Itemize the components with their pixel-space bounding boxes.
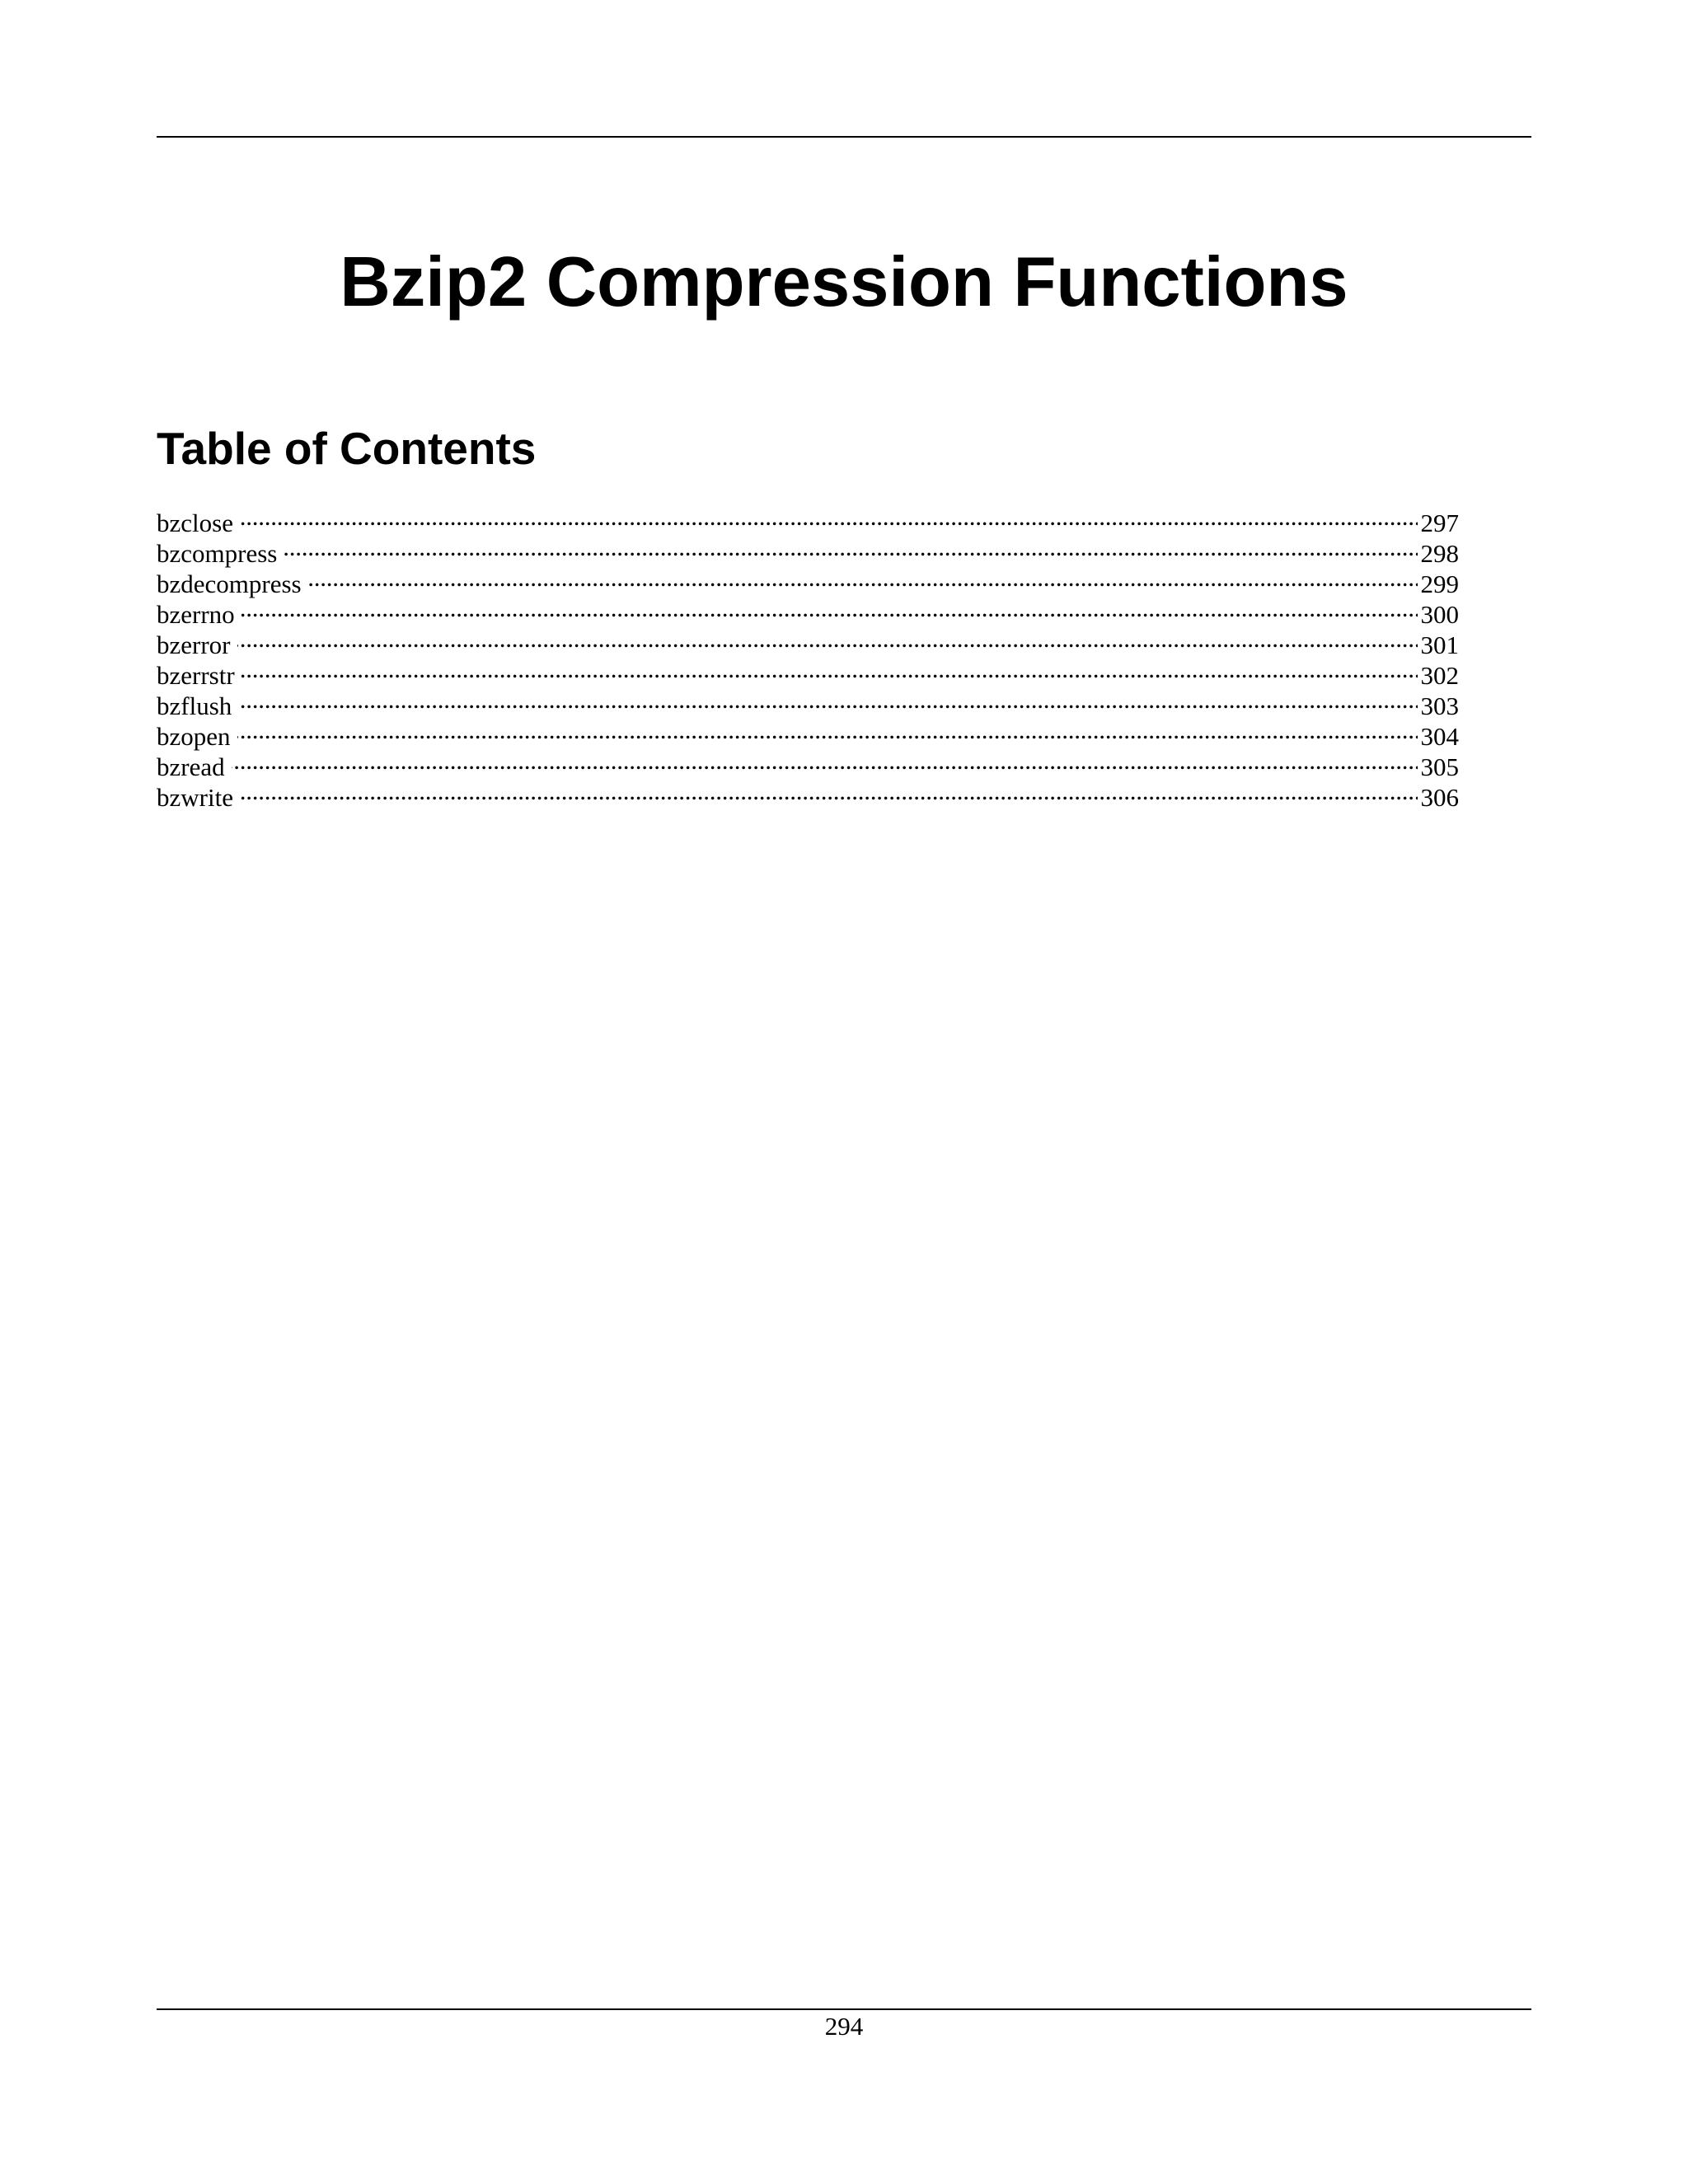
toc-entry-page: 303 — [1420, 691, 1459, 720]
toc-entry-label: bzread — [157, 752, 225, 781]
toc-entry-label: bzerror — [157, 630, 231, 659]
toc-entry-page: 300 — [1420, 600, 1459, 629]
toc-entry-bzwrite[interactable] — [157, 776, 1459, 812]
dot-leader — [308, 562, 1418, 593]
dot-leader — [232, 745, 1418, 776]
toc-entry-page: 305 — [1420, 752, 1459, 781]
toc-entry-label: bzopen — [157, 722, 231, 751]
toc-entry-bzerrstr[interactable] — [157, 654, 1459, 690]
toc-entry-page: 302 — [1420, 661, 1459, 690]
dot-leader — [284, 532, 1417, 562]
toc-entry-bzopen[interactable] — [157, 715, 1459, 751]
dot-leader — [237, 623, 1418, 654]
table-of-contents — [157, 501, 1459, 812]
toc-entry-label: bzcompress — [157, 539, 278, 568]
dot-leader — [241, 593, 1418, 623]
footer-page-number: 294 — [824, 2012, 864, 2041]
toc-heading: Table of Contents — [157, 423, 537, 474]
toc-entry-bzerror[interactable] — [157, 623, 1459, 659]
toc-entry-label: bzdecompress — [157, 569, 302, 598]
dot-leader — [238, 684, 1417, 715]
toc-entry-page: 306 — [1420, 783, 1459, 812]
toc-entry-label: bzerrno — [157, 600, 235, 629]
toc-entry-bzflush[interactable] — [157, 684, 1459, 720]
dot-leader — [240, 501, 1418, 532]
header-rule — [157, 136, 1531, 138]
toc-entry-bzread[interactable] — [157, 745, 1459, 781]
toc-entry-label: bzerrstr — [157, 661, 235, 690]
toc-entry-page: 299 — [1420, 569, 1459, 598]
toc-entry-bzerrno[interactable] — [157, 593, 1459, 629]
toc-entry-page: 301 — [1420, 630, 1459, 659]
toc-entry-bzcompress[interactable] — [157, 532, 1459, 568]
toc-entry-label: bzwrite — [157, 783, 233, 812]
dot-leader — [240, 776, 1418, 806]
toc-entry-page: 298 — [1420, 539, 1459, 568]
toc-entry-label: bzflush — [157, 691, 232, 720]
toc-entry-bzdecompress[interactable] — [157, 562, 1459, 598]
toc-entry-label: bzclose — [157, 509, 233, 537]
dot-leader — [237, 715, 1418, 745]
toc-entry-bzclose[interactable] — [157, 501, 1459, 537]
toc-entry-page: 297 — [1420, 509, 1459, 537]
dot-leader — [241, 654, 1418, 684]
chapter-title: Bzip2 Compression Functions — [340, 243, 1348, 321]
toc-entry-page: 304 — [1420, 722, 1459, 751]
